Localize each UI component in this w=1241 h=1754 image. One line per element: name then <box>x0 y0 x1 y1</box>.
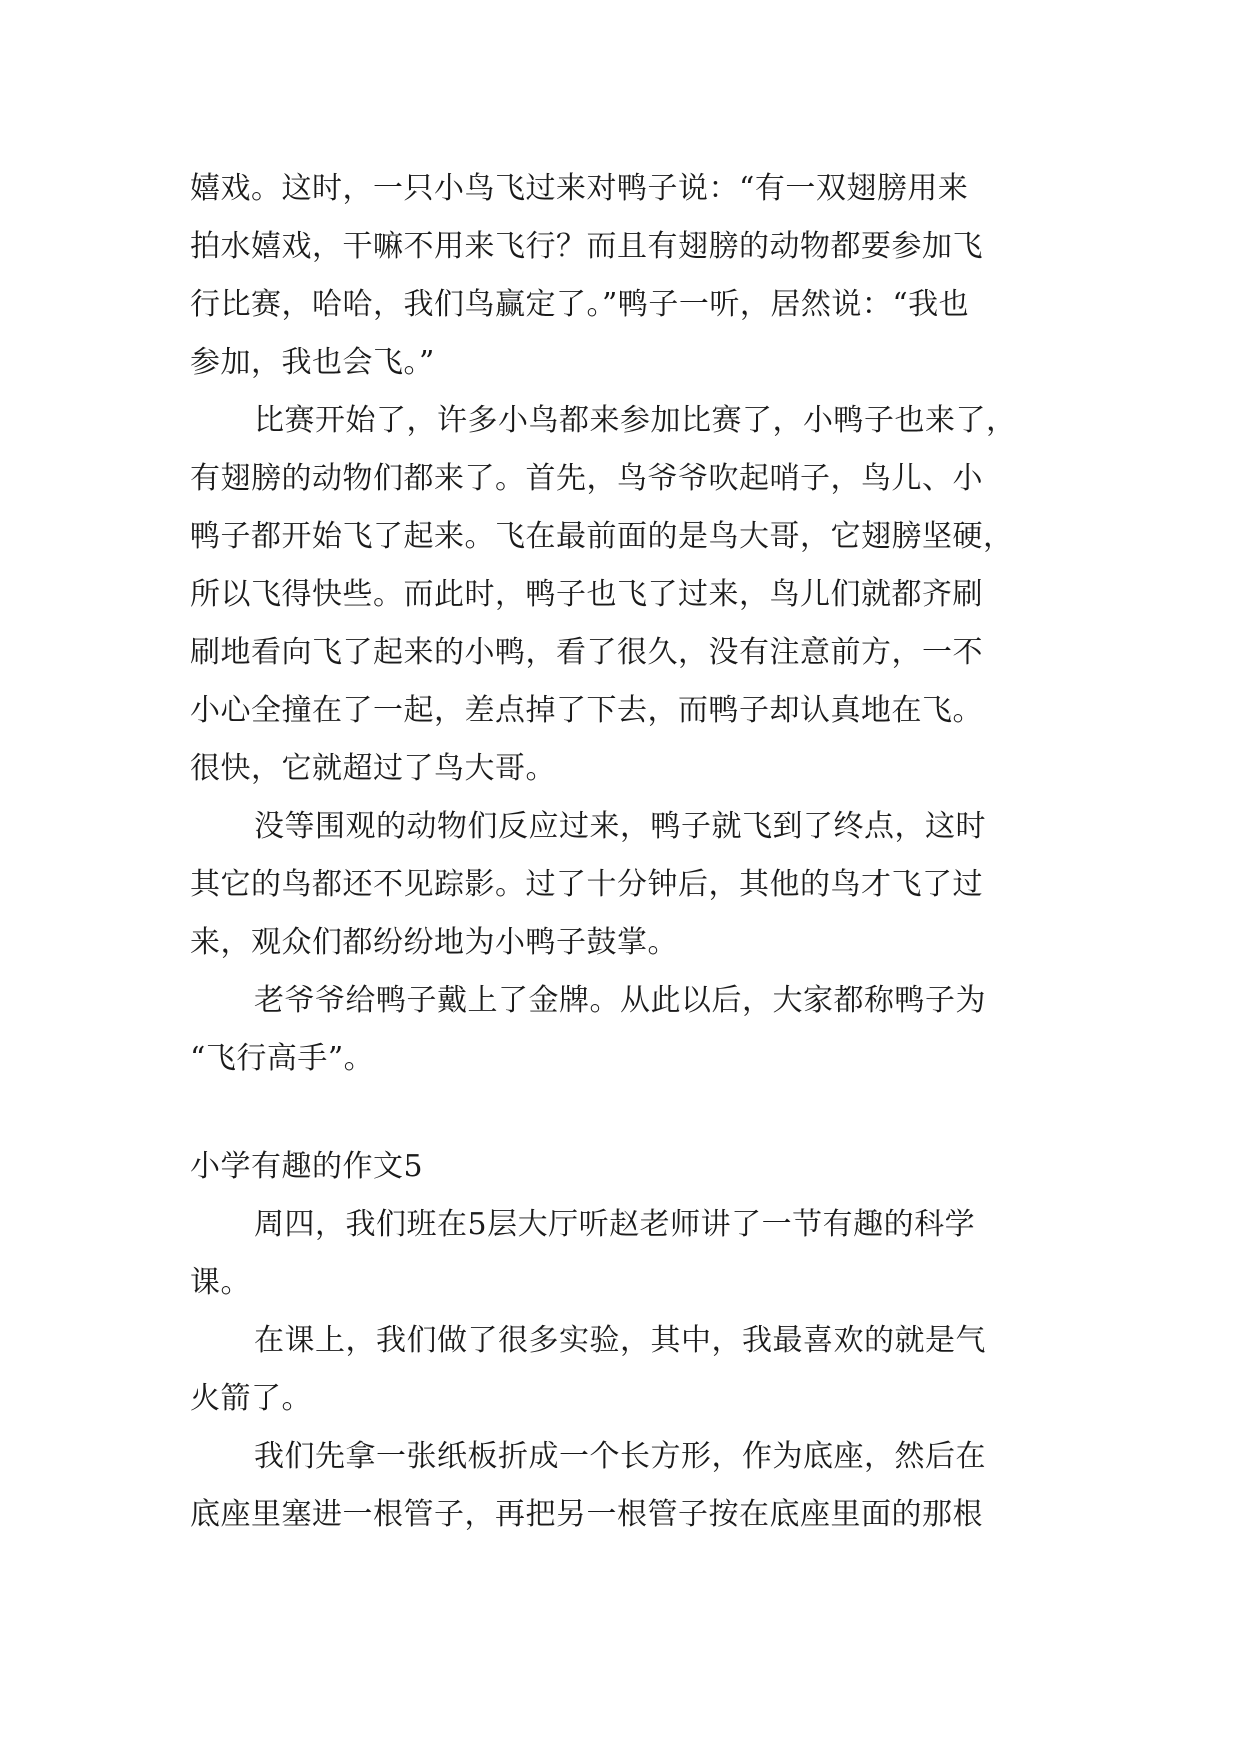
text-line: 没等围观的动物们反应过来，鸭子就飞到了终点，这时 <box>254 809 986 844</box>
text-line: 参加，我也会飞。” <box>190 345 435 380</box>
section-spacer <box>190 1088 1060 1138</box>
text-line: 行比赛，哈哈，我们鸟赢定了。”鸭子一听，居然说：“我也 <box>190 287 970 322</box>
text-line: 比赛开始了，许多小鸟都来参加比赛了，小鸭子也来了， <box>254 403 1017 438</box>
text-line: 来，观众们都纷纷地为小鸭子鼓掌。 <box>190 925 678 960</box>
text-line: 我们先拿一张纸板折成一个长方形，作为底座，然后在 <box>254 1439 986 1474</box>
document-body <box>190 160 1060 1544</box>
text-line: 火箭了。 <box>190 1381 312 1416</box>
paragraph-story-2 <box>190 392 1060 798</box>
paragraph-story-1 <box>190 160 1060 392</box>
text-line: 周四，我们班在5层大厅听赵老师讲了一节有趣的科学 <box>254 1207 976 1242</box>
essay-title: 小学有趣的作文5 <box>190 1149 424 1184</box>
text-line: “飞行高手”。 <box>190 1041 375 1076</box>
paragraph-story-3 <box>190 798 1060 972</box>
text-line: 所以飞得快些。而此时，鸭子也飞了过来，鸟儿们就都齐刷 <box>190 577 983 612</box>
text-line: 嬉戏。这时，一只小鸟飞过来对鸭子说：“有一双翅膀用来 <box>190 171 969 206</box>
text-line: 拍水嬉戏，干嘛不用来飞行？而且有翅膀的动物都要参加飞 <box>190 229 983 264</box>
text-line: 很快，它就超过了鸟大哥。 <box>190 751 556 786</box>
paragraph-essay5-2 <box>190 1312 1060 1428</box>
text-line: 鸭子都开始飞了起来。飞在最前面的是鸟大哥，它翅膀坚硬， <box>190 519 1014 554</box>
text-line: 有翅膀的动物们都来了。首先，鸟爷爷吹起哨子，鸟儿、小 <box>190 461 983 496</box>
text-line: 老爷爷给鸭子戴上了金牌。从此以后，大家都称鸭子为 <box>254 983 986 1018</box>
text-line: 底座里塞进一根管子，再把另一根管子按在底座里面的那根 <box>190 1497 983 1532</box>
paragraph-essay5-1 <box>190 1196 1060 1312</box>
text-line: 课。 <box>190 1265 251 1300</box>
paragraph-essay5-3 <box>190 1428 1060 1544</box>
text-line: 刷地看向飞了起来的小鸭，看了很久，没有注意前方，一不 <box>190 635 983 670</box>
text-line: 小心全撞在了一起，差点掉了下去，而鸭子却认真地在飞。 <box>190 693 983 728</box>
text-line: 在课上，我们做了很多实验，其中，我最喜欢的就是气 <box>254 1323 986 1358</box>
paragraph-story-4 <box>190 972 1060 1088</box>
text-line: 其它的鸟都还不见踪影。过了十分钟后，其他的鸟才飞了过 <box>190 867 983 902</box>
